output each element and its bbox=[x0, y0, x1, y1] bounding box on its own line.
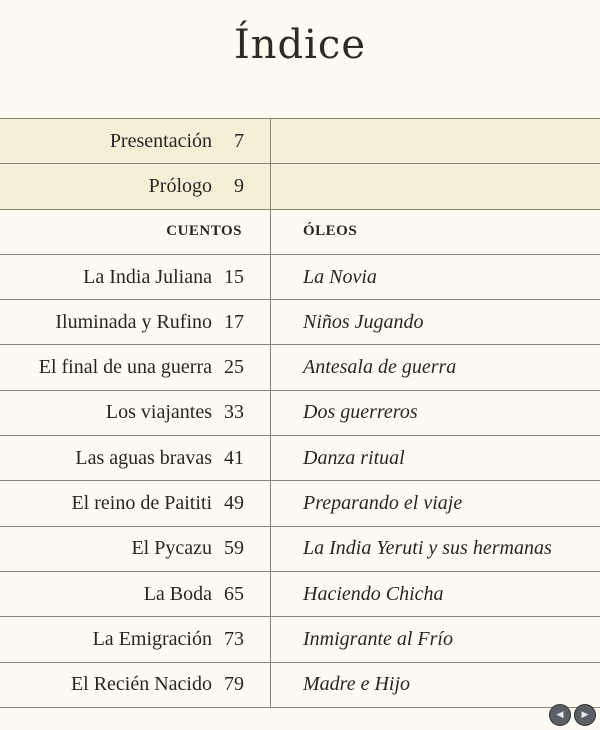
painting-title: Dos guerreros bbox=[303, 401, 418, 424]
toc-row bbox=[0, 436, 600, 481]
painting-title: Madre e Hijo bbox=[303, 673, 411, 696]
toc-header-row bbox=[0, 210, 600, 255]
page-nav-controls bbox=[549, 704, 596, 726]
story-page-number: 33 bbox=[224, 401, 244, 424]
toc-row bbox=[0, 617, 600, 662]
toc-row bbox=[0, 527, 600, 572]
story-title: El Pycazu bbox=[131, 537, 212, 560]
prev-icon[interactable]: ◀ bbox=[549, 704, 571, 726]
story-page-number: 15 bbox=[224, 265, 244, 288]
story-title: El reino de Paititi bbox=[71, 492, 212, 515]
painting-title: Haciendo Chicha bbox=[303, 582, 444, 605]
story-title: La Boda bbox=[143, 582, 212, 605]
toc-row-prologo bbox=[0, 164, 600, 209]
painting-title: Inmigrante al Frío bbox=[303, 627, 453, 650]
toc-row bbox=[0, 572, 600, 617]
toc-page-number: 9 bbox=[234, 174, 244, 197]
toc-label: Prólogo bbox=[148, 174, 212, 197]
painting-title: La India Yeruti y sus hermanas bbox=[303, 537, 552, 560]
toc-row-presentacion bbox=[0, 119, 600, 164]
toc-row bbox=[0, 481, 600, 526]
toc-row bbox=[0, 255, 600, 300]
story-title: Las aguas bravas bbox=[75, 446, 212, 469]
page-title: Índice bbox=[233, 22, 367, 68]
toc-row bbox=[0, 663, 600, 708]
toc-row bbox=[0, 300, 600, 345]
story-title: El Recién Nacido bbox=[70, 673, 212, 696]
column-header-cuentos: CUENTOS bbox=[0, 210, 271, 254]
painting-title: Danza ritual bbox=[303, 446, 405, 469]
painting-title: Antesala de guerra bbox=[303, 356, 457, 379]
story-title: La India Juliana bbox=[83, 265, 212, 288]
toc-row bbox=[0, 391, 600, 436]
column-header-oleos: ÓLEOS bbox=[303, 223, 358, 240]
story-page-number: 17 bbox=[224, 310, 244, 333]
toc-page-number: 7 bbox=[234, 129, 244, 152]
toc-table bbox=[0, 118, 600, 708]
toc-row bbox=[0, 345, 600, 390]
story-page-number: 65 bbox=[224, 582, 244, 605]
story-title: El final de una guerra bbox=[38, 356, 212, 379]
story-page-number: 79 bbox=[224, 673, 244, 696]
painting-title: La Novia bbox=[303, 265, 377, 288]
painting-title: Niños Jugando bbox=[303, 310, 424, 333]
story-page-number: 41 bbox=[224, 446, 244, 469]
story-page-number: 59 bbox=[224, 537, 244, 560]
story-page-number: 73 bbox=[224, 627, 244, 650]
toc-label: Presentación bbox=[109, 129, 212, 152]
story-page-number: 25 bbox=[224, 356, 244, 379]
story-title: La Emigración bbox=[92, 627, 212, 650]
painting-title: Preparando el viaje bbox=[303, 492, 463, 515]
story-title: Iluminada y Rufino bbox=[55, 310, 212, 333]
story-page-number: 49 bbox=[224, 492, 244, 515]
story-title: Los viajantes bbox=[105, 401, 212, 424]
next-icon[interactable]: ▶ bbox=[574, 704, 596, 726]
